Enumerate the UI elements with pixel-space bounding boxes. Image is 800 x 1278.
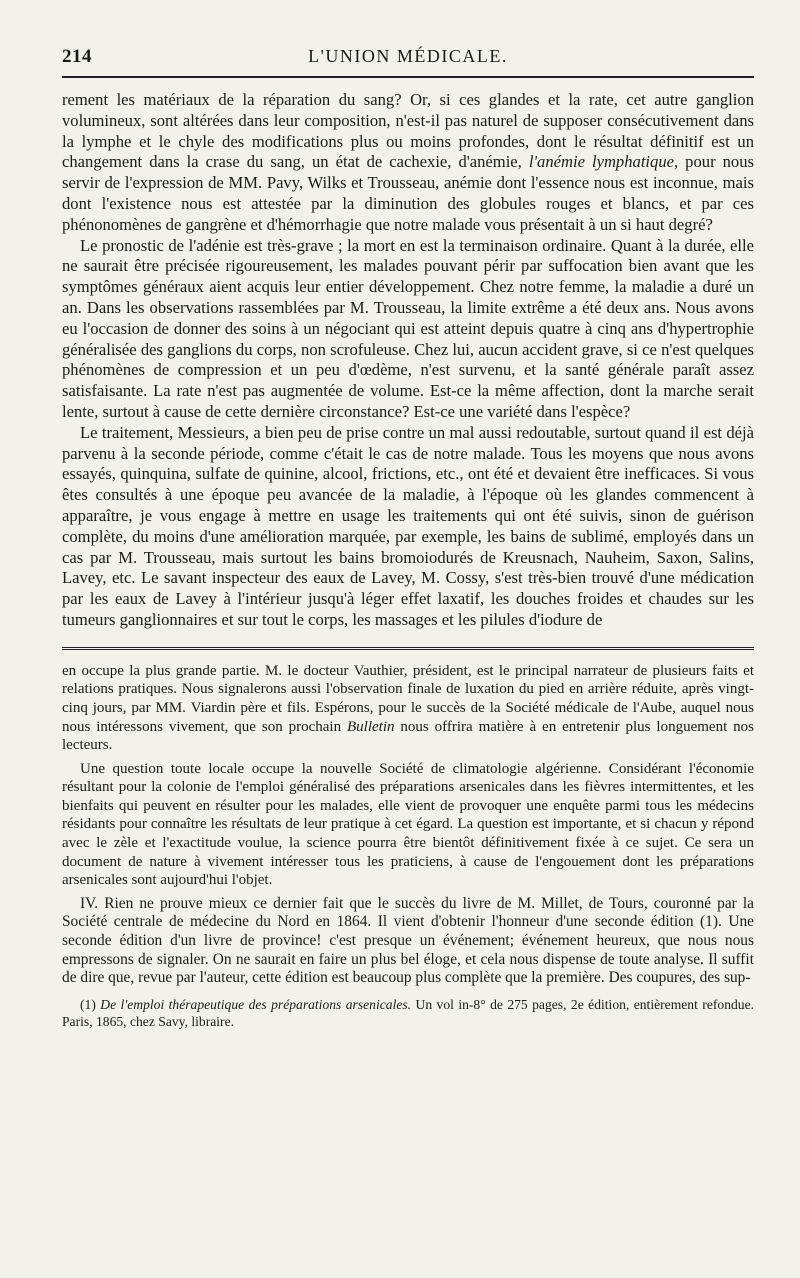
paragraph-2: Le pronostic de l'adénie est très-grave ; la mort en est la terminaison ordinaire. Quant à la durée, elle ne saurait être précisée rigoureusement, les malades pouvant périr par suffocation bien avant que les symptômes généraux aient acquis leur entier développement. Chez notre femme, la maladie a duré un an. Dans les observations rassemblées par M. Trousseau, la limite extrême a été deux ans. Nous avons eu l'occasion de donner des soins à un négociant qui est atteint depuis quatre à cinq ans d'hypertrophie généralisée des ganglions du corps, non scrofuleuse. Chez lui, aucun accident grave, si ce n'est quelques phénomènes de compression et un peu d'œdème, n'est survenu, et la santé générale paraît assez satisfaisante. La rate n'est pas augmentée de volume. Est-ce la même affection, dont la marche serait lente, surtout à cause de cette dernière circonstance? Est-ce une variété dans l'espèce? xyxy=(62,235,754,421)
page-number: 214 xyxy=(62,46,92,67)
paragraph-3: Le traitement, Messieurs, a bien peu de prise contre un mal aussi redoutable, surtout quand il est déjà parvenu à la seconde période, comme c'était le cas de notre malade. Tous les moyens que nous avons essayés, quinquina, sulfate de quinine, alcool, frictions, etc., ont été et devaient être inefficaces. Si vous êtes consultés à une époque peu avancée de la maladie, à l'époque où les glandes commencent à apparaître, je vous engage à mettre en usage les traitements qui ont été suivis, sinon de guérison complète, du moins d'une amélioration marquée, par exemple, les bains de sublimé, employés dans un cas par M. Trousseau, mais surtout les bains bromoiodurés de Kreusnach, Nauheim, Saxon, Salins, Lavey, etc. Le savant inspecteur des eaux de Lavey, M. Cossy, s'est très-bien trouvé d'une médication par les eaux de Lavey à l'intérieur jusqu'à léger effet laxatif, les douches froides et chaudes sur les tumeurs ganglionnaires et sur tout le corps, les massages et les pilules d'iodure de xyxy=(62,422,754,629)
running-head xyxy=(62,40,754,70)
emphasis-bulletin: Bulletin xyxy=(347,718,395,735)
feuilleton-section xyxy=(62,662,754,1030)
header-rule xyxy=(62,76,754,78)
footnote: (1) De l'emploi thérapeutique des préparations arsenicales. Un vol in-8° de 275 pages, 2e édition, entièrement refondue. Paris, 1865, chez Savy, libraire. xyxy=(62,996,755,1029)
feuilleton-paragraph-1: en occupe la plus grande partie. M. le docteur Vauthier, président, est le principal narrateur de plusieurs faits et relations pratiques. Nous signalerons aussi l'observation finale de luxation du pied en arrière réduite, après vingt-cinq jours, par MM. Viardin père et fils. Espérons, pour le succès de la Société médicale de l'Aube, auquel nous nous intéressons vivement, que son prochain Bulletin nous offrira matière à en entretenir plus longuement nos lecteurs. xyxy=(62,662,754,754)
paragraph-1: rement les matériaux de la réparation du sang? Or, si ces glandes et la rate, cet autre ganglion volumineux, sont altérées dans leur composition, n'est-il pas naturel de supposer consécutivement dans la lymphe et le chyle des modifications plus ou moins profondes, dont le résultat définitif est un changement dans la crase du sang, un état de cachexie, d'anémie, l'anémie lymphatique, pour nous servir de l'expression de MM. Pavy, Wilks et Trousseau, anémie dont l'essence nous est inconnue, mais dont l'existence nous est attestée par la diminution des globules rouges et blancs, et par ces phénonomènes de gangrène et d'hémorrhagie que notre malade vous présentait à un si haut degré? xyxy=(62,90,754,234)
journal-title: L'UNION MÉDICALE. xyxy=(308,46,508,66)
document-page xyxy=(62,40,754,1030)
main-body xyxy=(62,90,754,631)
feuilleton-paragraph-iv: IV. Rien ne prouve mieux ce dernier fait que le succès du livre de M. Millet, de Tours, couronné par la Société centrale de médecine du Nord en 1864. Il vient d'obtenir l'honneur d'une seconde édition (1). Une seconde édition d'un livre de province! c'est presque un événement; événement heureux, que nous nous empressons de signaler. On ne saurait en faire un plus bel éloge, et cela nous dispense de toute analyse. Il suffit de dire que, revue par l'auteur, cette édition est beaucoup plus complète que la première. Des coupures, des sup- xyxy=(62,894,754,987)
feuilleton-rule xyxy=(62,647,754,652)
feuilleton-paragraph-2: Une question toute locale occupe la nouvelle Société de climatologie algérienne. Considérant l'économie résultant pour la colonie de l'emploi généralisé des préparations arsenicales dans les fièvres intermittentes, et les bienfaits qui peuvent en résulter pour les malades, elle vient de provoquer une enquête parmi tous les médecins résidants pour connaître les résultats de leur pratique à cet égard. La question est importante, et si chacun y répond avec le zèle et l'exactitude voulue, la science pourra être bientôt définitivement fixée à ce sujet. Ce sera un document de nature à vivement intéresser tous les praticiens, à cause de l'engouement dont les préparations arsenicales sont aujourd'hui l'objet. xyxy=(62,760,754,889)
emphasis-anemie-lymphatique: l'anémie lymphatique xyxy=(528,152,674,172)
footnote-book-title: De l'emploi thérapeutique des préparations arsenicales. xyxy=(100,996,412,1012)
